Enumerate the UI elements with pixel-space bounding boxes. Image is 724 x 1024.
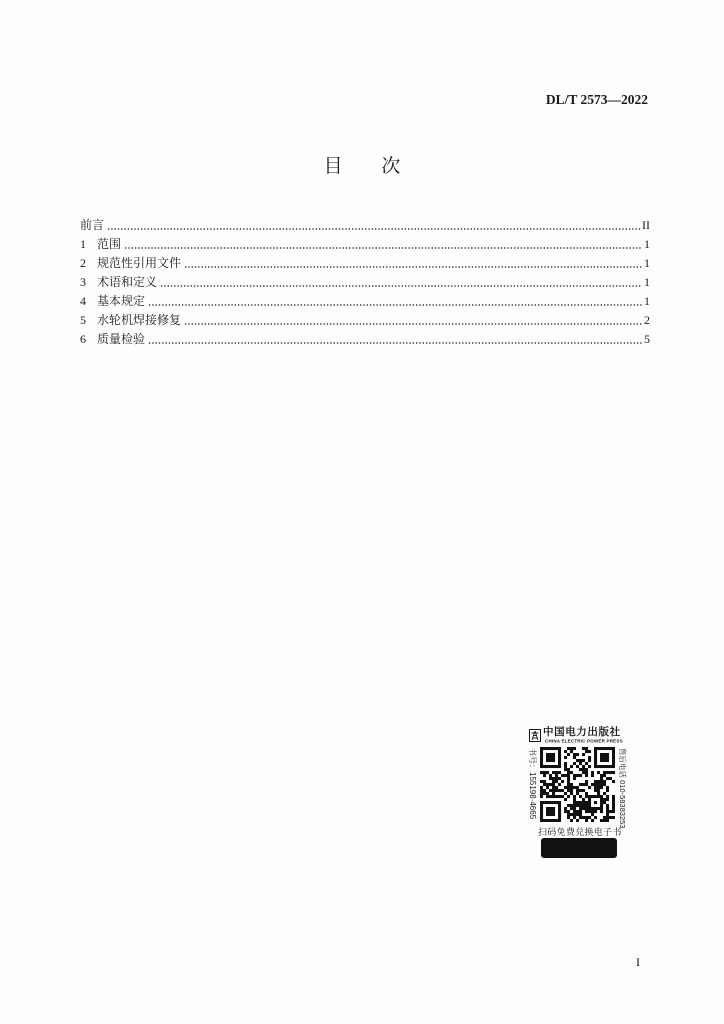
toc-entry-page: 2 — [644, 313, 650, 327]
book-number: 书号：155198·4665 — [528, 748, 537, 820]
toc-entry-page: II — [642, 218, 650, 232]
toc-entry-4 — [80, 292, 650, 311]
toc-entry-title: 水轮机焊接修复 — [97, 313, 182, 327]
toc-entry-number: 2 — [80, 256, 86, 270]
table-of-contents — [80, 216, 650, 349]
ebook-redeem-sticker — [520, 724, 632, 864]
toc-entry-number: 4 — [80, 294, 86, 308]
toc-leader-dots — [107, 228, 640, 230]
toc-entry-title: 范围 — [97, 237, 122, 251]
toc-entry-title: 前言 — [80, 218, 105, 232]
toc-leader-dots — [148, 304, 642, 306]
toc-entry-number: 6 — [80, 332, 86, 346]
toc-entry-6 — [80, 330, 650, 349]
toc-leader-dots — [160, 285, 642, 287]
toc-entry-5 — [80, 311, 650, 330]
toc-entry-foreword — [80, 216, 650, 235]
toc-entry-2 — [80, 254, 650, 273]
power-tower-icon — [529, 729, 541, 742]
service-phone: 售后电话 010-58383253 — [618, 748, 627, 829]
page-title: 目 次 — [323, 156, 401, 177]
toc-entry-3 — [80, 273, 650, 292]
toc-entry-number: 1 — [80, 237, 86, 251]
toc-entry-page: 1 — [644, 275, 650, 289]
publisher-name-cn: 中国电力出版社 — [543, 727, 621, 738]
publisher-name-en: CHINA ELECTRIC POWER PRESS — [545, 738, 623, 744]
scratch-off-code-area — [541, 838, 617, 858]
page-number: I — [636, 955, 640, 969]
document-code: DL/T 2573—2022 — [545, 92, 648, 107]
toc-entry-number: 3 — [80, 275, 86, 289]
toc-entry-1 — [80, 235, 650, 254]
toc-entry-page: 1 — [644, 237, 650, 251]
toc-leader-dots — [184, 266, 642, 268]
toc-entry-number: 5 — [80, 313, 86, 327]
toc-entry-title: 基本规定 — [97, 294, 146, 308]
toc-entry-page: 1 — [644, 294, 650, 308]
toc-entry-title: 术语和定义 — [97, 275, 158, 289]
toc-entry-page: 5 — [644, 332, 650, 346]
redeem-caption: 扫码免费兑换电子书 — [538, 827, 622, 837]
qr-code — [540, 747, 615, 822]
toc-entry-title: 质量检验 — [97, 332, 146, 346]
toc-leader-dots — [184, 323, 642, 325]
toc-leader-dots — [124, 247, 642, 249]
toc-entry-title: 规范性引用文件 — [97, 256, 182, 270]
toc-entry-page: 1 — [644, 256, 650, 270]
toc-leader-dots — [148, 342, 642, 344]
